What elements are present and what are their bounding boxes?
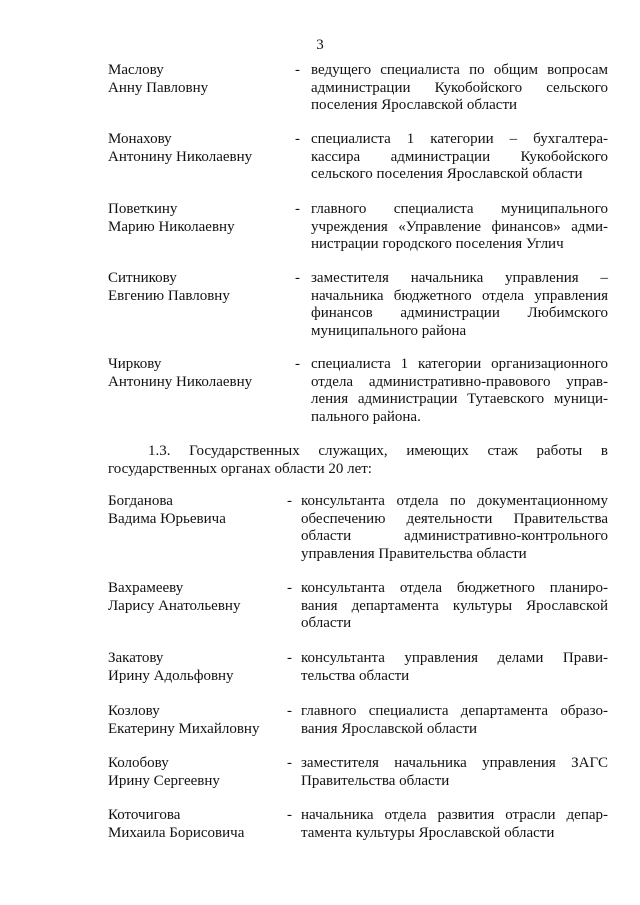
given-names-line: Антонину Николаевну bbox=[108, 373, 253, 390]
position-description bbox=[301, 807, 608, 842]
surname-line: Ситникову bbox=[108, 270, 177, 286]
given-names-line: Анну Павловну bbox=[108, 79, 209, 96]
appointee-name bbox=[108, 650, 288, 685]
dash-separator: - bbox=[287, 580, 292, 596]
position-line: начальника отдела развития отрасли депар- bbox=[301, 807, 608, 823]
given-names-line: Ирину Адольфовну bbox=[108, 667, 234, 684]
position-description bbox=[311, 201, 608, 254]
position-line: заместителя начальника управления – bbox=[311, 270, 608, 286]
position-line: начальника бюджетного отдела управления bbox=[311, 287, 608, 304]
given-names-line: Вадима Юрьевича bbox=[108, 510, 226, 527]
position-line: ведущего специалиста по общим вопросам bbox=[311, 62, 608, 78]
position-line: муниципального района bbox=[311, 322, 467, 339]
page-number: 3 bbox=[316, 37, 324, 53]
position-description bbox=[311, 270, 608, 340]
surname-line: Монахову bbox=[108, 131, 172, 147]
surname-line: Поветкину bbox=[108, 201, 178, 217]
position-line: кассира администрации Кукобойского bbox=[311, 148, 608, 165]
surname-line: Маслову bbox=[108, 62, 164, 78]
position-line: обеспечению деятельности Правительства bbox=[301, 510, 608, 527]
position-line: специалиста 1 категории организационного bbox=[311, 356, 608, 372]
dash-separator: - bbox=[295, 62, 300, 78]
appointee-name bbox=[108, 131, 288, 166]
section-1-3-heading bbox=[108, 443, 608, 478]
position-description bbox=[301, 703, 608, 738]
position-line: главного специалиста департамента образо- bbox=[301, 703, 608, 719]
position-line: тельства области bbox=[301, 667, 410, 684]
appointee-name bbox=[108, 703, 288, 738]
given-names-line: Ларису Анатольевну bbox=[108, 597, 241, 614]
position-line: главного специалиста муниципального bbox=[311, 201, 608, 217]
appointee-name bbox=[108, 807, 288, 842]
position-line: специалиста 1 категории – бухгалтера- bbox=[311, 131, 608, 147]
dash-separator: - bbox=[287, 493, 292, 509]
position-line: отдела административно-правового управ- bbox=[311, 373, 608, 390]
position-line: ления администрации Тутаевского муници- bbox=[311, 391, 608, 407]
position-line: области bbox=[301, 615, 352, 631]
surname-line: Закатову bbox=[108, 650, 164, 666]
position-line: консультанта управления делами Прави- bbox=[301, 650, 608, 666]
position-description bbox=[301, 493, 608, 563]
position-description bbox=[301, 650, 608, 685]
position-line: вания департамента культуры Ярославской bbox=[301, 597, 608, 614]
surname-line: Козлову bbox=[108, 703, 160, 719]
position-line: администрации Кукобойского сельского bbox=[311, 79, 608, 96]
appointee-name bbox=[108, 493, 288, 528]
dash-separator: - bbox=[287, 807, 292, 823]
appointee-name bbox=[108, 62, 288, 97]
appointee-name bbox=[108, 755, 288, 790]
given-names-line: Евгению Павловну bbox=[108, 287, 230, 304]
given-names-line: Ирину Сергеевну bbox=[108, 772, 220, 789]
position-line: нистрации городского поселения Углич bbox=[311, 236, 564, 252]
position-description bbox=[311, 356, 608, 426]
position-line: области административно-контрольного bbox=[301, 528, 608, 544]
given-names-line: Антонину Николаевну bbox=[108, 148, 253, 165]
surname-line: Чиркову bbox=[108, 356, 162, 372]
surname-line: Вахрамееву bbox=[108, 580, 184, 596]
position-description bbox=[311, 62, 608, 115]
position-line: учреждения «Управление финансов» адми- bbox=[311, 218, 608, 235]
position-line: поселения Ярославской области bbox=[311, 97, 518, 113]
position-line: тамента культуры Ярославской области bbox=[301, 824, 555, 841]
surname-line: Богданова bbox=[108, 493, 173, 509]
appointee-name bbox=[108, 356, 288, 391]
dash-separator: - bbox=[295, 270, 300, 286]
position-description bbox=[301, 580, 608, 633]
given-names-line: Михаила Борисовича bbox=[108, 824, 245, 841]
dash-separator: - bbox=[295, 201, 300, 217]
surname-line: Коточигова bbox=[108, 807, 181, 823]
dash-separator: - bbox=[295, 131, 300, 147]
position-line: вания Ярославской области bbox=[301, 720, 478, 737]
dash-separator: - bbox=[287, 650, 292, 666]
position-description bbox=[301, 755, 608, 790]
position-line: сельского поселения Ярославской области bbox=[311, 166, 583, 182]
position-line: Правительства области bbox=[301, 772, 450, 789]
appointee-name bbox=[108, 580, 288, 615]
appointee-name bbox=[108, 270, 288, 305]
position-line: консультанта отдела по документационному bbox=[301, 493, 608, 509]
heading-line: государственных органах области 20 лет: bbox=[108, 460, 372, 477]
position-line: финансов администрации Любимского bbox=[311, 305, 608, 321]
dash-separator: - bbox=[295, 356, 300, 372]
dash-separator: - bbox=[287, 755, 292, 771]
position-line: заместителя начальника управления ЗАГС bbox=[301, 755, 608, 771]
position-line: консультанта отдела бюджетного планиро- bbox=[301, 580, 608, 596]
dash-separator: - bbox=[287, 703, 292, 719]
heading-line: 1.3. Государственных служащих, имеющих стаж работы в bbox=[148, 443, 608, 459]
given-names-line: Марию Николаевну bbox=[108, 218, 235, 235]
given-names-line: Екатерину Михайловну bbox=[108, 720, 260, 737]
position-line: пального района. bbox=[311, 408, 421, 425]
position-description bbox=[311, 131, 608, 184]
surname-line: Колобову bbox=[108, 755, 169, 771]
position-line: управления Правительства области bbox=[301, 545, 527, 562]
appointee-name bbox=[108, 201, 288, 236]
